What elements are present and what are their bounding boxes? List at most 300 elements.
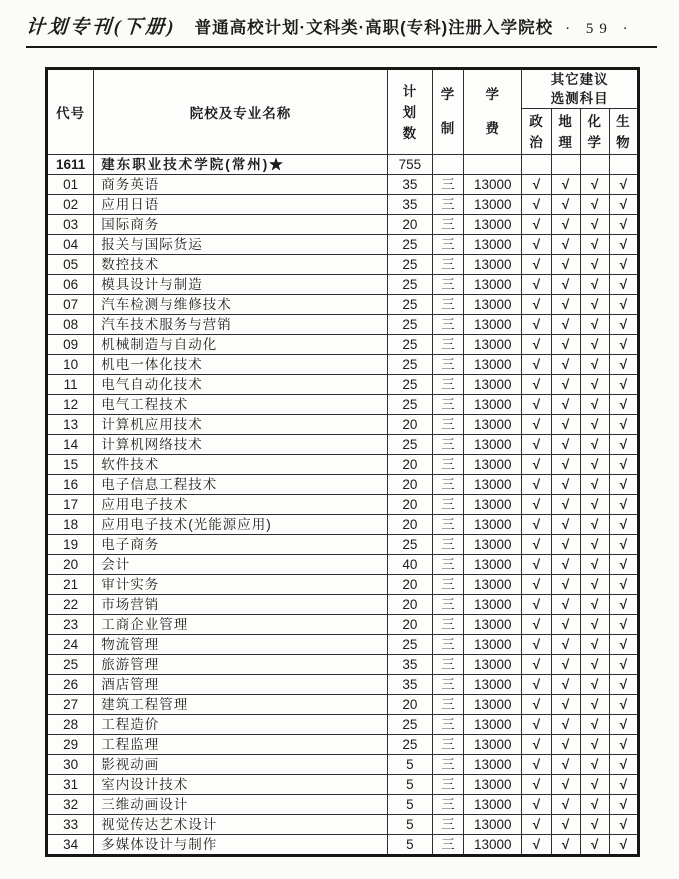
row-code: 25 (47, 655, 94, 675)
row-tuition-fee: 13000 (464, 835, 522, 856)
row-check-chemistry: √ (580, 175, 609, 195)
col-header-plan: 计划数 (387, 69, 432, 155)
row-plan-count: 20 (387, 615, 432, 635)
row-name: 旅游管理 (94, 655, 387, 675)
row-plan-count: 5 (387, 835, 432, 856)
row-check-chemistry: √ (580, 815, 609, 835)
row-tuition-fee: 13000 (464, 435, 522, 455)
col-header-geography: 地理 (551, 109, 580, 155)
row-study-years: 三 (432, 375, 463, 395)
row-check-geography: √ (551, 695, 580, 715)
row-check-chemistry: √ (580, 555, 609, 575)
row-code: 31 (47, 775, 94, 795)
row-check-chemistry: √ (580, 775, 609, 795)
col-header-subjects-group (522, 69, 639, 109)
row-plan-count: 5 (387, 795, 432, 815)
row-name: 三维动画设计 (94, 795, 387, 815)
table-row (47, 675, 639, 695)
table-row (47, 615, 639, 635)
row-code: 07 (47, 295, 94, 315)
table-row (47, 655, 639, 675)
row-plan-count: 20 (387, 415, 432, 435)
row-check-politics: √ (522, 555, 551, 575)
row-code: 05 (47, 255, 94, 275)
row-check-geography: √ (551, 535, 580, 555)
row-check-geography: √ (551, 275, 580, 295)
row-code: 23 (47, 615, 94, 635)
row-study-years: 三 (432, 315, 463, 335)
table-row (47, 395, 639, 415)
row-check-biology: √ (609, 275, 638, 295)
row-tuition-fee: 13000 (464, 815, 522, 835)
row-check-biology: √ (609, 715, 638, 735)
scanned-document-page (0, 12, 679, 857)
booklet-title: 计划专刊(下册) (25, 17, 178, 38)
row-name: 酒店管理 (94, 675, 387, 695)
row-code: 13 (47, 415, 94, 435)
row-tuition-fee: 13000 (464, 255, 522, 275)
row-check-biology: √ (609, 395, 638, 415)
row-check-politics: √ (522, 595, 551, 615)
table-row (47, 275, 639, 295)
row-code: 34 (47, 835, 94, 856)
col-header-politics: 政治 (522, 109, 551, 155)
row-check-biology: √ (609, 595, 638, 615)
row-code: 27 (47, 695, 94, 715)
row-check-biology: √ (609, 735, 638, 755)
table-row (47, 715, 639, 735)
row-tuition-fee: 13000 (464, 755, 522, 775)
row-plan-count: 25 (387, 315, 432, 335)
table-row (47, 175, 639, 195)
table-row (47, 575, 639, 595)
row-tuition-fee: 13000 (464, 375, 522, 395)
row-tuition-fee: 13000 (464, 715, 522, 735)
row-tuition-fee: 13000 (464, 635, 522, 655)
row-name: 电气工程技术 (94, 395, 387, 415)
row-plan-count: 25 (387, 715, 432, 735)
row-study-years: 三 (432, 695, 463, 715)
row-tuition-fee: 13000 (464, 215, 522, 235)
row-check-biology: √ (609, 575, 638, 595)
row-check-geography: √ (551, 595, 580, 615)
table-row (47, 755, 639, 775)
row-check-politics: √ (522, 215, 551, 235)
row-plan-count: 35 (387, 675, 432, 695)
row-check-chemistry: √ (580, 695, 609, 715)
row-check-politics: √ (522, 755, 551, 775)
row-tuition-fee: 13000 (464, 195, 522, 215)
row-check-geography: √ (551, 815, 580, 835)
row-check-biology: √ (609, 255, 638, 275)
row-check-politics: √ (522, 375, 551, 395)
row-check-geography: √ (551, 715, 580, 735)
row-check-biology: √ (609, 535, 638, 555)
row-check-politics: √ (522, 815, 551, 835)
row-tuition-fee: 13000 (464, 535, 522, 555)
row-check-geography: √ (551, 835, 580, 856)
table-row (47, 195, 639, 215)
row-plan-count: 5 (387, 815, 432, 835)
row-check-geography: √ (551, 635, 580, 655)
row-code: 16 (47, 475, 94, 495)
row-study-years: 三 (432, 575, 463, 595)
row-plan-count: 25 (387, 635, 432, 655)
row-code: 04 (47, 235, 94, 255)
subjects-group-line1: 其它建议 (550, 72, 609, 87)
row-study-years: 三 (432, 795, 463, 815)
row-check-geography: √ (551, 655, 580, 675)
row-study-years (432, 155, 463, 175)
row-check-politics: √ (522, 655, 551, 675)
row-study-years: 三 (432, 435, 463, 455)
row-name: 计算机网络技术 (94, 435, 387, 455)
row-check-politics: √ (522, 295, 551, 315)
row-study-years: 三 (432, 835, 463, 856)
row-check-politics: √ (522, 775, 551, 795)
row-check-chemistry: √ (580, 535, 609, 555)
row-tuition-fee: 13000 (464, 335, 522, 355)
row-check-geography: √ (551, 175, 580, 195)
row-plan-count: 25 (387, 235, 432, 255)
row-code: 17 (47, 495, 94, 515)
row-study-years: 三 (432, 555, 463, 575)
row-tuition-fee: 13000 (464, 295, 522, 315)
row-code: 11 (47, 375, 94, 395)
row-code: 26 (47, 675, 94, 695)
row-check-chemistry: √ (580, 495, 609, 515)
row-tuition-fee: 13000 (464, 595, 522, 615)
row-code: 21 (47, 575, 94, 595)
row-code: 19 (47, 535, 94, 555)
page-header (26, 12, 657, 48)
row-study-years: 三 (432, 295, 463, 315)
row-plan-count: 20 (387, 515, 432, 535)
row-study-years: 三 (432, 255, 463, 275)
row-check-geography: √ (551, 255, 580, 275)
row-check-biology: √ (609, 355, 638, 375)
row-code: 30 (47, 755, 94, 775)
row-check-chemistry: √ (580, 275, 609, 295)
table-row (47, 155, 639, 175)
row-tuition-fee: 13000 (464, 795, 522, 815)
row-check-chemistry: √ (580, 355, 609, 375)
row-check-chemistry: √ (580, 635, 609, 655)
admission-plan-table (45, 67, 640, 857)
row-check-politics: √ (522, 635, 551, 655)
row-name: 市场营销 (94, 595, 387, 615)
row-name: 影视动画 (94, 755, 387, 775)
row-tuition-fee: 13000 (464, 355, 522, 375)
row-check-geography: √ (551, 615, 580, 635)
row-check-biology: √ (609, 555, 638, 575)
row-check-politics: √ (522, 475, 551, 495)
row-plan-count: 20 (387, 595, 432, 615)
row-tuition-fee: 13000 (464, 575, 522, 595)
row-tuition-fee: 13000 (464, 455, 522, 475)
row-check-chemistry: √ (580, 835, 609, 856)
row-plan-count: 20 (387, 475, 432, 495)
table-row (47, 835, 639, 856)
row-plan-count: 20 (387, 575, 432, 595)
row-code: 24 (47, 635, 94, 655)
row-check-biology: √ (609, 475, 638, 495)
row-check-geography: √ (551, 435, 580, 455)
row-study-years: 三 (432, 275, 463, 295)
row-name: 机电一体化技术 (94, 355, 387, 375)
row-check-biology: √ (609, 515, 638, 535)
row-check-biology: √ (609, 295, 638, 315)
row-tuition-fee: 13000 (464, 315, 522, 335)
table-row (47, 375, 639, 395)
row-check-geography: √ (551, 415, 580, 435)
row-study-years: 三 (432, 535, 463, 555)
row-name: 汽车检测与维修技术 (94, 295, 387, 315)
row-name: 室内设计技术 (94, 775, 387, 795)
col-header-biology: 生物 (609, 109, 638, 155)
row-check-biology: √ (609, 775, 638, 795)
row-study-years: 三 (432, 635, 463, 655)
row-check-chemistry: √ (580, 755, 609, 775)
row-check-geography: √ (551, 555, 580, 575)
row-study-years: 三 (432, 675, 463, 695)
row-plan-count: 20 (387, 695, 432, 715)
row-check-geography: √ (551, 215, 580, 235)
row-check-chemistry: √ (580, 515, 609, 535)
row-study-years: 三 (432, 595, 463, 615)
table-row (47, 475, 639, 495)
row-name: 报关与国际货运 (94, 235, 387, 255)
row-check-biology: √ (609, 675, 638, 695)
row-check-geography: √ (551, 515, 580, 535)
row-tuition-fee: 13000 (464, 235, 522, 255)
row-check-chemistry: √ (580, 595, 609, 615)
row-check-geography: √ (551, 235, 580, 255)
row-check-politics: √ (522, 395, 551, 415)
row-code: 20 (47, 555, 94, 575)
row-plan-count: 35 (387, 195, 432, 215)
row-check-chemistry: √ (580, 735, 609, 755)
row-check-geography: √ (551, 335, 580, 355)
row-study-years: 三 (432, 215, 463, 235)
row-check-chemistry: √ (580, 435, 609, 455)
col-header-fee: 学费 (464, 69, 522, 155)
row-tuition-fee: 13000 (464, 395, 522, 415)
row-study-years: 三 (432, 615, 463, 635)
row-check-politics: √ (522, 795, 551, 815)
row-check-politics: √ (522, 255, 551, 275)
table-header (47, 69, 639, 155)
row-plan-count: 20 (387, 495, 432, 515)
row-study-years: 三 (432, 755, 463, 775)
row-plan-count: 755 (387, 155, 432, 175)
row-name: 机械制造与自动化 (94, 335, 387, 355)
row-check-chemistry: √ (580, 575, 609, 595)
row-check-biology: √ (609, 415, 638, 435)
row-plan-count: 25 (387, 435, 432, 455)
row-tuition-fee: 13000 (464, 695, 522, 715)
row-check-biology: √ (609, 215, 638, 235)
row-plan-count: 25 (387, 295, 432, 315)
row-check-politics: √ (522, 675, 551, 695)
row-plan-count: 25 (387, 375, 432, 395)
row-plan-count: 35 (387, 175, 432, 195)
row-name: 多媒体设计与制作 (94, 835, 387, 856)
table-row (47, 775, 639, 795)
row-check-biology: √ (609, 195, 638, 215)
row-check-biology: √ (609, 335, 638, 355)
subjects-group-line2: 选测科目 (550, 91, 609, 106)
row-check-chemistry: √ (580, 455, 609, 475)
row-plan-count: 25 (387, 355, 432, 375)
row-study-years: 三 (432, 355, 463, 375)
row-name: 汽车技术服务与营销 (94, 315, 387, 335)
row-check-politics: √ (522, 435, 551, 455)
row-tuition-fee: 13000 (464, 475, 522, 495)
row-code: 14 (47, 435, 94, 455)
row-name: 数控技术 (94, 255, 387, 275)
row-plan-count: 5 (387, 775, 432, 795)
row-code: 10 (47, 355, 94, 375)
row-code: 32 (47, 795, 94, 815)
row-study-years: 三 (432, 495, 463, 515)
row-check-chemistry (580, 155, 609, 175)
row-name: 工程造价 (94, 715, 387, 735)
row-check-politics: √ (522, 315, 551, 335)
row-name: 应用电子技术(光能源应用) (94, 515, 387, 535)
row-name: 国际商务 (94, 215, 387, 235)
row-check-biology: √ (609, 655, 638, 675)
row-name: 电子信息工程技术 (94, 475, 387, 495)
row-code: 22 (47, 595, 94, 615)
row-tuition-fee: 13000 (464, 275, 522, 295)
row-check-chemistry: √ (580, 255, 609, 275)
col-header-code: 代号 (47, 69, 94, 155)
row-code: 18 (47, 515, 94, 535)
row-check-biology: √ (609, 375, 638, 395)
row-check-politics: √ (522, 335, 551, 355)
row-check-chemistry: √ (580, 395, 609, 415)
row-code: 09 (47, 335, 94, 355)
row-tuition-fee: 13000 (464, 655, 522, 675)
row-study-years: 三 (432, 735, 463, 755)
table-row (47, 535, 639, 555)
table-row (47, 695, 639, 715)
row-tuition-fee: 13000 (464, 175, 522, 195)
row-tuition-fee (464, 155, 522, 175)
row-tuition-fee: 13000 (464, 495, 522, 515)
col-header-chemistry: 化学 (580, 109, 609, 155)
row-check-geography: √ (551, 375, 580, 395)
row-check-politics (522, 155, 551, 175)
table-row (47, 815, 639, 835)
row-check-chemistry: √ (580, 615, 609, 635)
row-tuition-fee: 13000 (464, 775, 522, 795)
table-row (47, 635, 639, 655)
row-study-years: 三 (432, 775, 463, 795)
row-check-politics: √ (522, 835, 551, 856)
row-study-years: 三 (432, 415, 463, 435)
row-check-geography (551, 155, 580, 175)
row-check-biology: √ (609, 695, 638, 715)
row-tuition-fee: 13000 (464, 735, 522, 755)
row-plan-count: 25 (387, 395, 432, 415)
table-row (47, 335, 639, 355)
row-code: 12 (47, 395, 94, 415)
table-row (47, 315, 639, 335)
row-name: 会计 (94, 555, 387, 575)
row-study-years: 三 (432, 395, 463, 415)
row-check-geography: √ (551, 395, 580, 415)
row-check-biology: √ (609, 435, 638, 455)
row-name: 工程监理 (94, 735, 387, 755)
row-check-chemistry: √ (580, 335, 609, 355)
row-check-biology: √ (609, 635, 638, 655)
row-name: 视觉传达艺术设计 (94, 815, 387, 835)
row-check-geography: √ (551, 735, 580, 755)
row-check-biology: √ (609, 315, 638, 335)
row-study-years: 三 (432, 195, 463, 215)
row-tuition-fee: 13000 (464, 515, 522, 535)
row-check-chemistry: √ (580, 655, 609, 675)
row-plan-count: 25 (387, 335, 432, 355)
row-code: 1611 (47, 155, 94, 175)
row-name: 应用日语 (94, 195, 387, 215)
row-name: 审计实务 (94, 575, 387, 595)
row-check-biology: √ (609, 615, 638, 635)
row-name: 应用电子技术 (94, 495, 387, 515)
row-check-chemistry: √ (580, 215, 609, 235)
row-study-years: 三 (432, 335, 463, 355)
table-row (47, 255, 639, 275)
row-name: 电气自动化技术 (94, 375, 387, 395)
row-check-chemistry: √ (580, 715, 609, 735)
row-plan-count: 5 (387, 755, 432, 775)
col-header-years: 学制 (432, 69, 463, 155)
table-row (47, 735, 639, 755)
row-plan-count: 25 (387, 735, 432, 755)
row-code: 28 (47, 715, 94, 735)
table-row (47, 455, 639, 475)
row-check-chemistry: √ (580, 295, 609, 315)
row-check-geography: √ (551, 295, 580, 315)
row-code: 15 (47, 455, 94, 475)
row-check-geography: √ (551, 195, 580, 215)
row-check-geography: √ (551, 575, 580, 595)
section-title: 普通高校计划·文科类·高职(专科)注册入学院校 (194, 19, 554, 37)
row-name: 物流管理 (94, 635, 387, 655)
table-body (47, 155, 639, 856)
row-code: 02 (47, 195, 94, 215)
row-check-geography: √ (551, 495, 580, 515)
row-check-politics: √ (522, 455, 551, 475)
row-check-politics: √ (522, 695, 551, 715)
row-plan-count: 20 (387, 455, 432, 475)
row-check-chemistry: √ (580, 315, 609, 335)
row-check-politics: √ (522, 355, 551, 375)
row-check-biology: √ (609, 835, 638, 856)
row-name: 建东职业技术学院(常州)★ (94, 155, 387, 175)
row-check-biology: √ (609, 455, 638, 475)
row-study-years: 三 (432, 175, 463, 195)
table-row (47, 795, 639, 815)
row-tuition-fee: 13000 (464, 415, 522, 435)
row-tuition-fee: 13000 (464, 615, 522, 635)
table-row (47, 415, 639, 435)
row-code: 29 (47, 735, 94, 755)
table-row (47, 555, 639, 575)
row-check-chemistry: √ (580, 195, 609, 215)
